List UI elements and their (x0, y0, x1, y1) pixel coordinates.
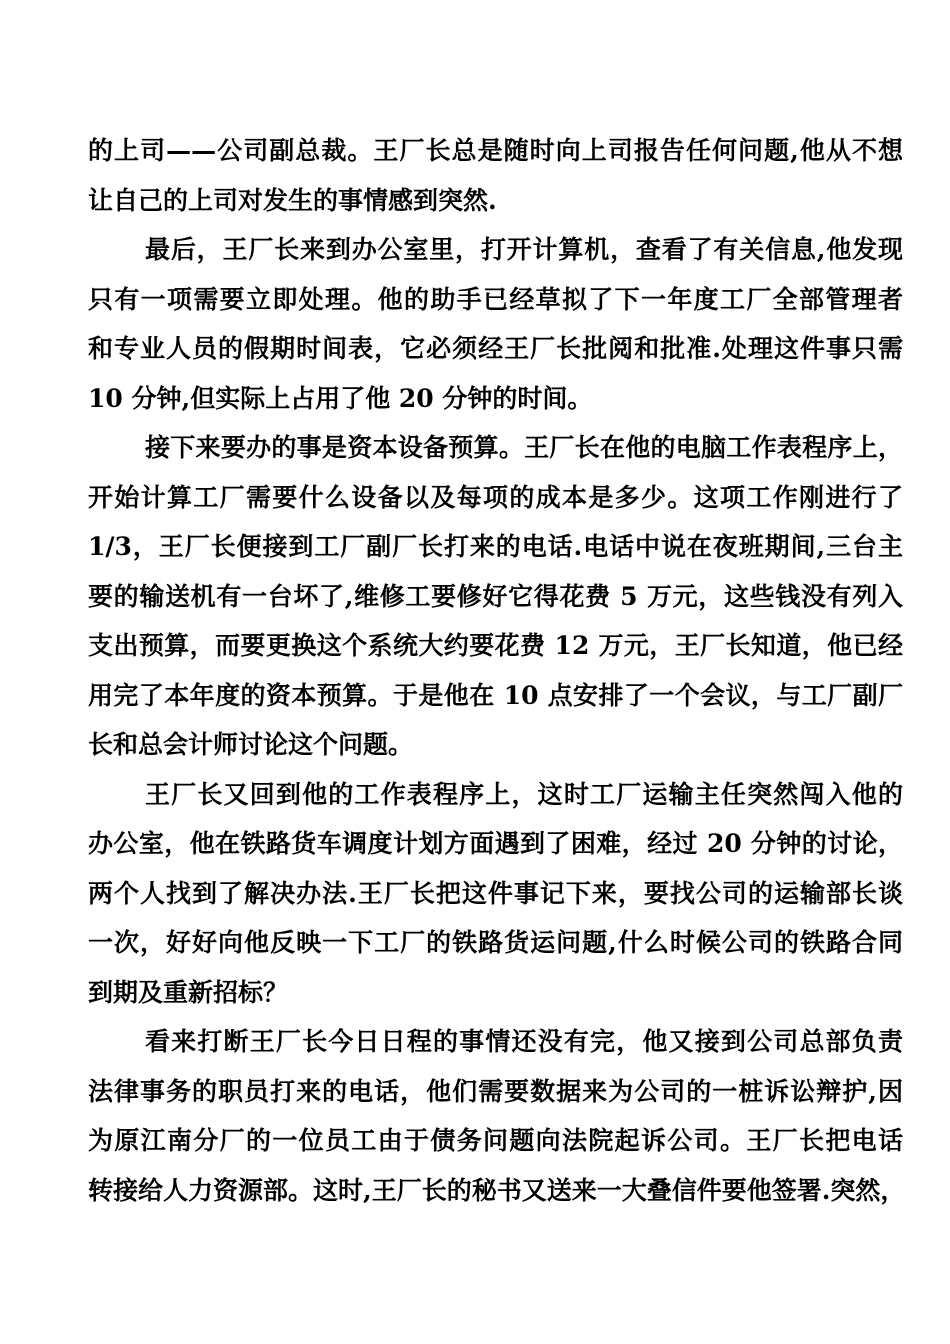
text-line: 法律事务的职员打来的电话，他们需要数据来为公司的一桩诉讼辩护,因 (88, 1076, 903, 1106)
text-line: 为原江南分厂的一位员工由于债务问题向法院起诉公司。王厂长把电话 (88, 1126, 903, 1155)
text-line: 和专业人员的假期时间表，它必须经王厂长批阅和批准.处理这件事只需 (88, 334, 903, 363)
text-line: 开始计算工厂需要什么设备以及每项的成本是多少。这项工作刚进行了 (88, 482, 903, 512)
paragraph-first-line: 王厂长又回到他的工作表程序上，这时工厂运输主任突然闯入他的 (145, 779, 903, 809)
paragraph-first-line: 看来打断王厂长今日日程的事情还没有完，他又接到公司总部负责 (145, 1027, 903, 1056)
text-line: 1/3，王厂长便接到工厂副厂长打来的电话.电话中说在夜班期间,三台主 (88, 532, 903, 561)
text-line: 办公室，他在铁路货车调度计划方面遇到了困难，经过 20 分钟的讨论， (88, 829, 903, 858)
text-line: 的上司——公司副总裁。王厂长总是随时向上司报告任何问题,他从不想 (88, 136, 903, 165)
text-line: 长和总会计师讨论这个问题。 (88, 730, 414, 759)
text-line: 转接给人力资源部。这时,王厂长的秘书又送来一大叠信件要他签署.突然， (88, 1175, 906, 1205)
text-line: 要的输送机有一台坏了,维修工要修好它得花费 5 万元，这些钱没有列入 (88, 581, 903, 611)
text-line: 支出预算，而要更换这个系统大约要花费 12 万元，王厂长知道，他已经 (88, 631, 903, 660)
text-line: 让自己的上司对发生的事情感到突然. (88, 185, 497, 215)
paragraph-first-line: 最后，王厂长来到办公室里，打开计算机，查看了有关信息,他发现 (145, 235, 903, 264)
text-line: 一次，好好向他反映一下工厂的铁路货运问题,什么时候公司的铁路合同 (88, 928, 903, 957)
document-body (88, 126, 906, 1215)
text-line: 到期及重新招标？ (88, 977, 289, 1007)
text-line: 10 分钟,但实际上占用了他 20 分钟的时间。 (88, 383, 593, 413)
text-line: 只有一项需要立即处理。他的助手已经草拟了下一年度工厂全部管理者 (88, 284, 903, 314)
text-line: 用完了本年度的资本预算。于是他在 10 点安排了一个会议，与工厂副厂 (88, 680, 903, 710)
text-line: 两个人找到了解决办法.王厂长把这件事记下来，要找公司的运输部长谈 (88, 878, 903, 908)
paragraph-first-line: 接下来要办的事是资本设备预算。王厂长在他的电脑工作表程序上， (145, 433, 903, 462)
